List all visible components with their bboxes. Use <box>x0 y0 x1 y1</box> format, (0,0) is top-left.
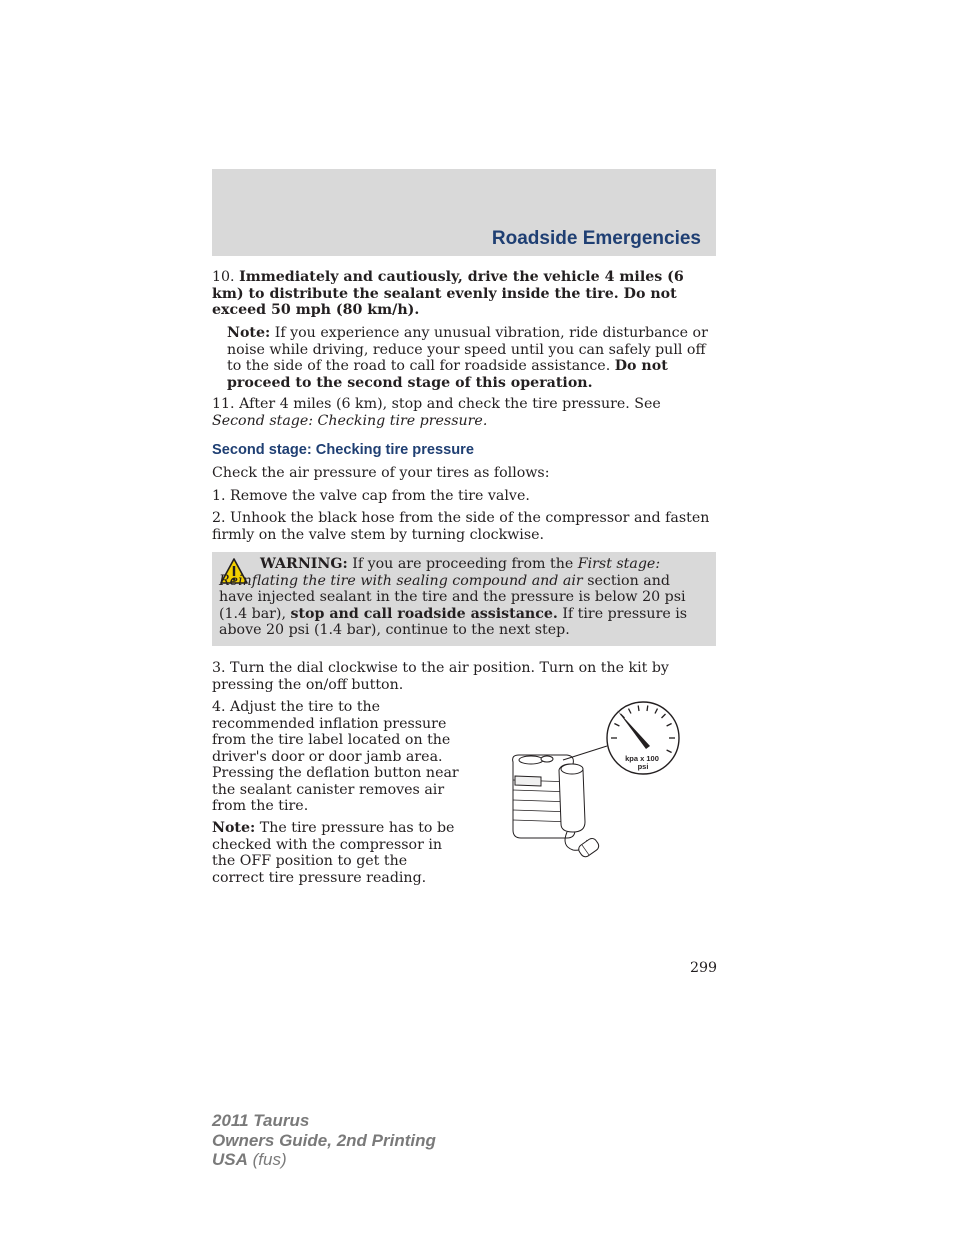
section-header-bar <box>212 169 716 256</box>
step-3: 3. Turn the dial clockwise to the air position. Turn on the kit by pressing the on/off button. <box>212 660 669 693</box>
note-off-position: Note: The tire pressure has to be checked with the compressor in the OFF position to get the correct tire pressure reading. <box>212 820 455 886</box>
compressor-icon <box>513 755 585 838</box>
page-number: 299 <box>690 960 718 976</box>
section-intro: Check the air pressure of your tires as follows: <box>212 465 550 481</box>
gauge-unit-label: kpa x 100 <box>625 754 659 763</box>
step-2: 2. Unhook the black hose from the side of the compressor and fasten firmly on the valve stem by turning clockwise. <box>212 510 710 543</box>
step-10: 10. Immediately and cautiously, drive the vehicle 4 miles (6 km) to distribute the sealant evenly inside the tire. Do not exceed 50 mph (80 km/h). <box>212 269 684 318</box>
gauge-psi-label: psi <box>637 762 649 771</box>
section-title: Roadside Emergencies <box>491 228 701 249</box>
gauge-lead-line <box>563 746 607 760</box>
note-vibration: Note: If you experience any unusual vibration, ride disturbance or noise while driving, reduce your speed until you can safely pull off to the side of the road to call for roadside assistance. Do not proceed to the second stage of this operation. <box>227 325 708 391</box>
warning-box <box>212 552 716 646</box>
document-footer: 2011 Taurus Owners Guide, 2nd Printing USA (fus) <box>212 1111 436 1169</box>
step-4: 4. Adjust the tire to the recommended inflation pressure from the tire label located on the driver's door or door jamb area. Pressing the deflation button near the sealant canister removes air from the tire. <box>212 699 459 814</box>
pressure-gauge-icon <box>607 702 679 774</box>
warning-text: WARNING: If you are proceeding from the First stage: Reinflating the tire with sealing compound and air section and have injected sealant in the tire and the pressure is below 20 psi (1.4 bar), stop and call roadside assistance. If tire pressure is above 20 psi (1.4 bar), continue to the next step. <box>219 556 688 638</box>
step-11: 11. After 4 miles (6 km), stop and check the tire pressure. See Second stage: Checking tire pressure. <box>212 396 661 429</box>
step-1: 1. Remove the valve cap from the tire valve. <box>212 488 530 504</box>
valve-connector-icon <box>577 837 601 859</box>
compressor-gauge-illustration <box>505 700 683 864</box>
section-heading: Second stage: Checking tire pressure <box>212 442 474 458</box>
